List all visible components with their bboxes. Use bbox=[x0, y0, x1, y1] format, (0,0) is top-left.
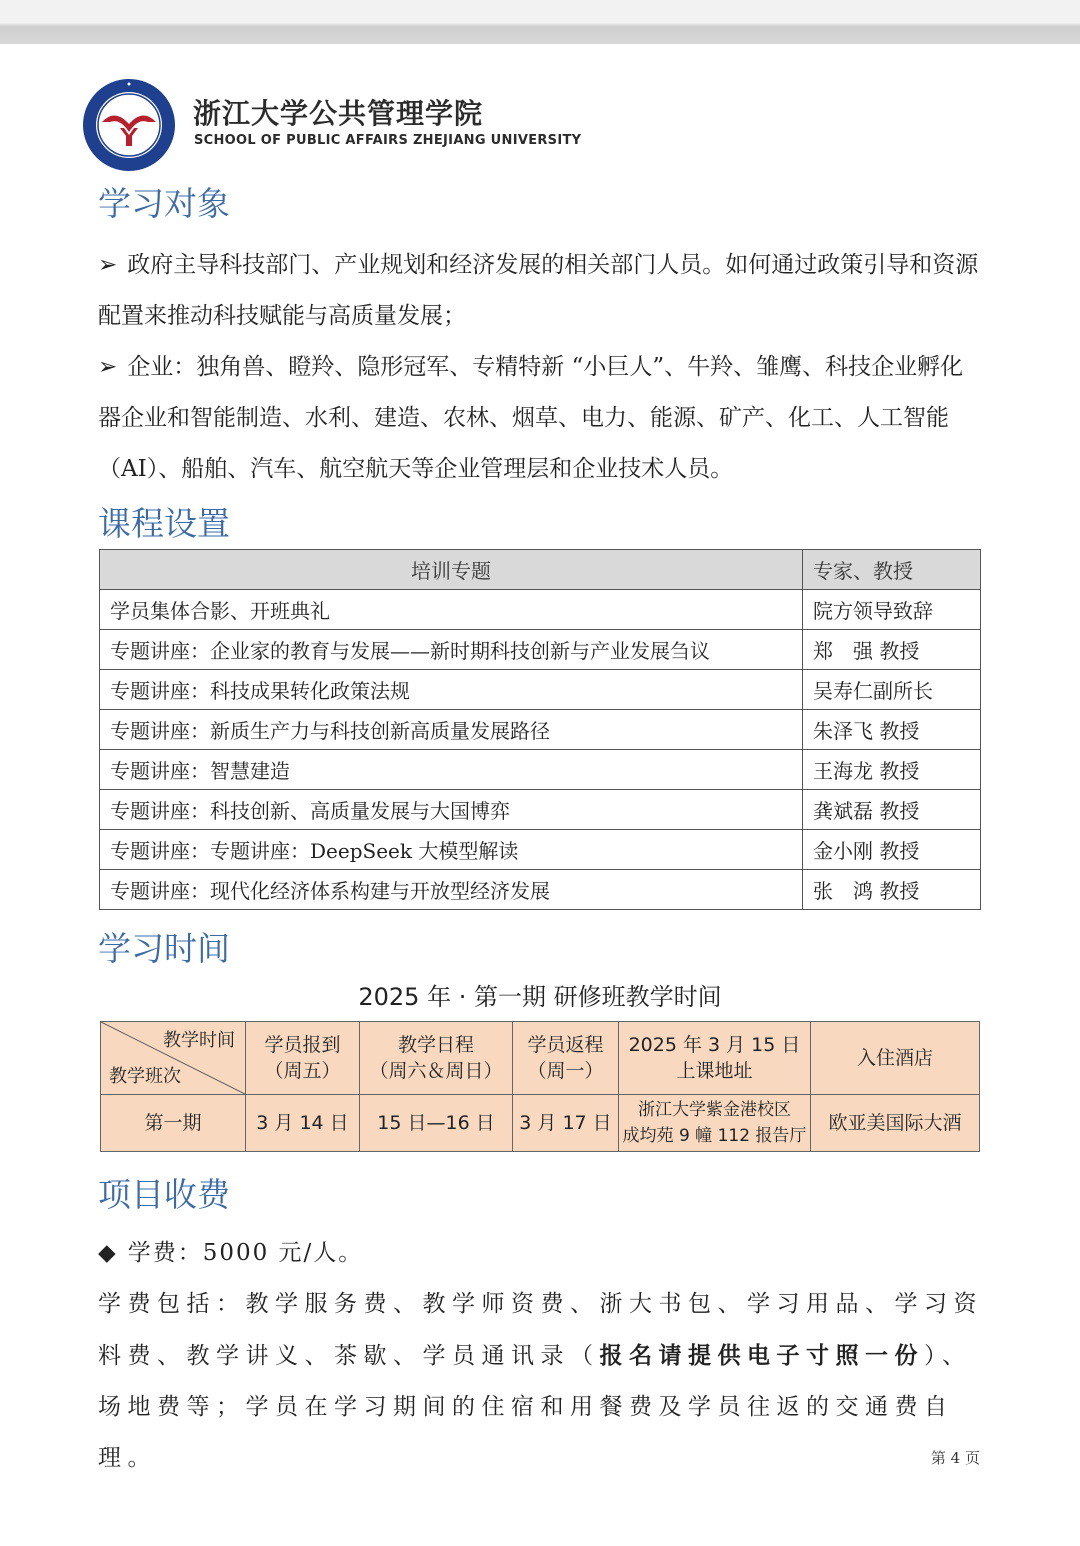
table-row bbox=[100, 710, 981, 750]
audience-list bbox=[98, 240, 982, 495]
expert-cell: 张 鸿 教授 bbox=[803, 870, 981, 910]
page-number: 第 4 页 bbox=[930, 1449, 980, 1467]
topic-cell: 专题讲座：企业家的教育与发展——新时期科技创新与产业发展刍议 bbox=[100, 630, 803, 670]
table-row bbox=[100, 830, 981, 870]
fee-amount: ◆ 学费：5000 元/人。 bbox=[98, 1240, 364, 1266]
class-cell: 第一期 bbox=[101, 1095, 246, 1152]
heading-audience: 学习对象 bbox=[98, 184, 230, 223]
topic-cell: 专题讲座：科技成果转化政策法规 bbox=[100, 670, 803, 710]
topic-cell: 专题讲座：现代化经济体系构建与开放型经济发展 bbox=[100, 870, 803, 910]
col-header-address: 2025 年 3 月 15 日 上课地址 bbox=[619, 1022, 811, 1095]
heading-fee: 项目收费 bbox=[98, 1175, 230, 1214]
schedule-table-title: 2025 年 · 第一期 研修班教学时间 bbox=[358, 983, 722, 1011]
col-header-return: 学员返程 （周一） bbox=[513, 1022, 619, 1095]
diamond-bullet-icon: ◆ bbox=[98, 1240, 118, 1266]
report-date-cell: 3 月 14 日 bbox=[246, 1095, 360, 1152]
arrow-bullet-icon: ➢ bbox=[98, 252, 118, 278]
audience-item: ➢ 企业：独角兽、瞪羚、隐形冠军、专精特新 “小巨人”、牛羚、雏鹰、科技企业孵化器企业和智能制造、水利、建造、农林、烟草、电力、能源、矿产、化工、人工智能（AI）、船舶、汽车、航空航天等企业管理层和企业技术人员。 bbox=[98, 354, 964, 482]
schedule-date-cell: 15 日—16 日 bbox=[360, 1095, 513, 1152]
table-row bbox=[100, 750, 981, 790]
expert-cell: 郑 强 教授 bbox=[803, 630, 981, 670]
diag-label-time: 教学时间 bbox=[163, 1030, 235, 1051]
diag-label-class: 教学班次 bbox=[109, 1066, 181, 1087]
diagonal-header-cell bbox=[101, 1022, 246, 1095]
expert-cell: 朱泽飞 教授 bbox=[803, 710, 981, 750]
schedule-data-row bbox=[101, 1095, 980, 1152]
return-date-cell: 3 月 17 日 bbox=[513, 1095, 619, 1152]
col-header-schedule: 教学日程 （周六＆周日） bbox=[360, 1022, 513, 1095]
table-row bbox=[100, 870, 981, 910]
fee-description: 学费包括：教学服务费、教学师资费、浙大书包、学习用品、学习资料费、教学讲义、茶歇、学员通讯录（报名请提供电子寸照一份）、场地费等；学员在学习期间的住宿和用餐费及学员往返的交通费自理。 bbox=[98, 1291, 983, 1471]
expert-cell: 龚斌磊 教授 bbox=[803, 790, 981, 830]
expert-cell: 王海龙 教授 bbox=[803, 750, 981, 790]
col-header-topic: 培训专题 bbox=[100, 550, 803, 590]
topic-cell: 专题讲座：科技创新、高质量发展与大国博弈 bbox=[100, 790, 803, 830]
col-header-report: 学员报到 （周五） bbox=[246, 1022, 360, 1095]
schedule-table bbox=[100, 1021, 980, 1152]
course-table bbox=[99, 549, 981, 910]
hotel-cell: 欧亚美国际大酒 bbox=[811, 1095, 980, 1152]
photo-requirement-note: 报名请提供电子寸照一份 bbox=[599, 1342, 924, 1369]
org-name-en: SCHOOL OF PUBLIC AFFAIRS ZHEJIANG UNIVERSITY bbox=[194, 133, 582, 148]
window-top-bar bbox=[0, 0, 1080, 44]
expert-cell: 金小刚 教授 bbox=[803, 830, 981, 870]
expert-cell: 院方领导致辞 bbox=[803, 590, 981, 630]
audience-item: ➢ 政府主导科技部门、产业规划和经济发展的相关部门人员。如何通过政策引导和资源配置来推动科技赋能与高质量发展； bbox=[98, 252, 979, 329]
topic-cell: 专题讲座：专题讲座：DeepSeek 大模型解读 bbox=[100, 830, 803, 870]
school-logo-seal bbox=[82, 78, 176, 172]
address-cell: 浙江大学紫金港校区 成均苑 9 幢 112 报告厅 bbox=[619, 1095, 811, 1152]
table-row bbox=[100, 790, 981, 830]
table-row bbox=[100, 670, 981, 710]
col-header-hotel: 入住酒店 bbox=[811, 1022, 980, 1095]
topic-cell: 专题讲座：新质生产力与科技创新高质量发展路径 bbox=[100, 710, 803, 750]
table-row bbox=[100, 590, 981, 630]
topic-cell: 学员集体合影、开班典礼 bbox=[100, 590, 803, 630]
heading-course: 课程设置 bbox=[98, 504, 230, 543]
heading-time: 学习时间 bbox=[98, 929, 230, 968]
topic-cell: 专题讲座：智慧建造 bbox=[100, 750, 803, 790]
expert-cell: 吴寿仁副所长 bbox=[803, 670, 981, 710]
table-row bbox=[100, 630, 981, 670]
col-header-expert: 专家、教授 bbox=[803, 550, 981, 590]
schedule-header-row bbox=[101, 1022, 980, 1095]
course-table-header bbox=[100, 550, 981, 590]
org-name-cn: 浙江大学公共管理学院 bbox=[193, 97, 484, 130]
arrow-bullet-icon: ➢ bbox=[98, 354, 118, 380]
